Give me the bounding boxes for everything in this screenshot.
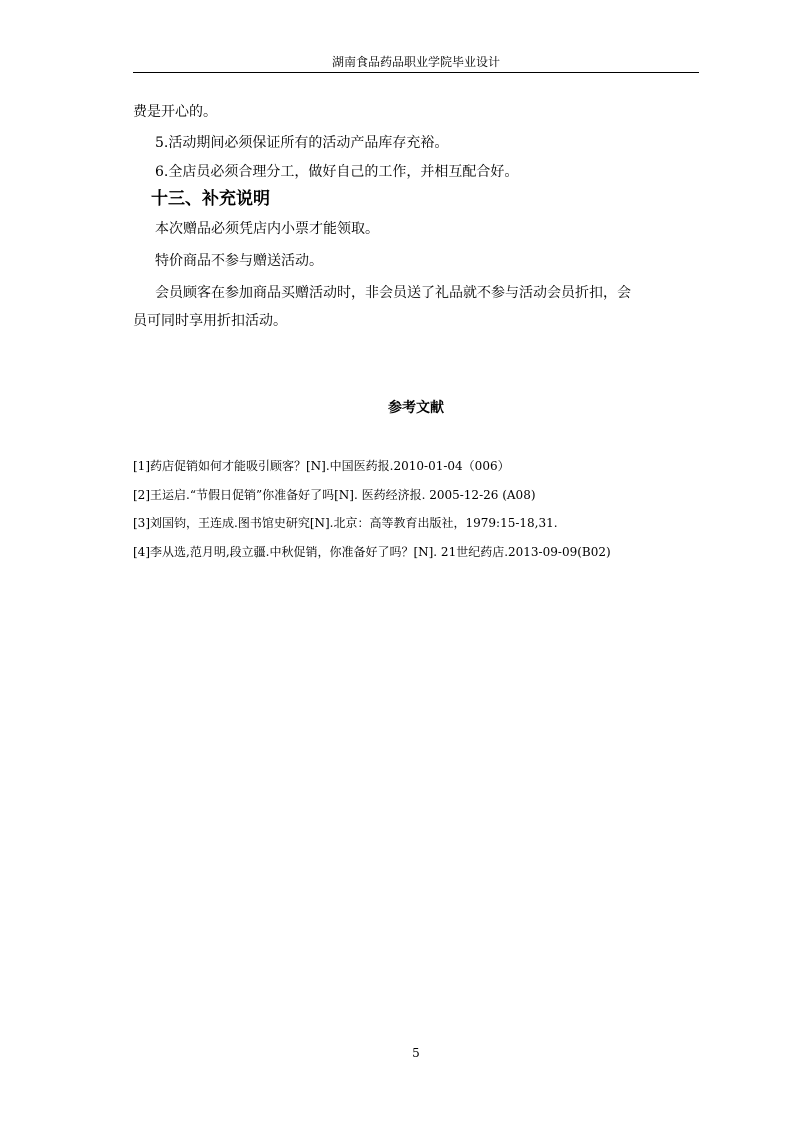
- paragraph-line: 特价商品不参与赠送活动。: [155, 253, 323, 269]
- references-title: 参考文献: [388, 400, 444, 416]
- paragraph-line: 本次赠品必须凭店内小票才能领取。: [155, 221, 379, 237]
- paragraph-line: 费是开心的。: [133, 104, 217, 120]
- reference-item: [4]李从选,范月明,段立疆.中秋促销，你准备好了吗？[N]. 21世纪药店.2013-09-09(B02): [133, 545, 611, 559]
- reference-item: [2]王运启.“节假日促销”你准备好了吗[N]. 医药经济报. 2005-12-26 (A08): [133, 488, 536, 502]
- section-heading: 十三、补充说明: [151, 189, 270, 209]
- paragraph-line: 员可同时享用折扣活动。: [133, 313, 287, 329]
- page-header: 湖南食品药品职业学院毕业设计: [331, 55, 500, 69]
- page-number: 5: [412, 1046, 420, 1060]
- reference-item: [1]药店促销如何才能吸引顾客？[N].中国医药报.2010-01-04（006）: [133, 459, 510, 473]
- list-item: 6.全店员必须合理分工，做好自己的工作，并相互配合好。: [155, 164, 519, 180]
- header-divider: [133, 72, 699, 73]
- reference-item: [3]刘国钧，王连成.图书馆史研究[N].北京：高等教育出版社，1979:15-18,31.: [133, 516, 558, 530]
- paragraph-line: 会员顾客在参加商品买赠活动时，非会员送了礼品就不参与活动会员折扣，会: [155, 285, 631, 301]
- list-item: 5.活动期间必须保证所有的活动产品库存充裕。: [155, 135, 449, 151]
